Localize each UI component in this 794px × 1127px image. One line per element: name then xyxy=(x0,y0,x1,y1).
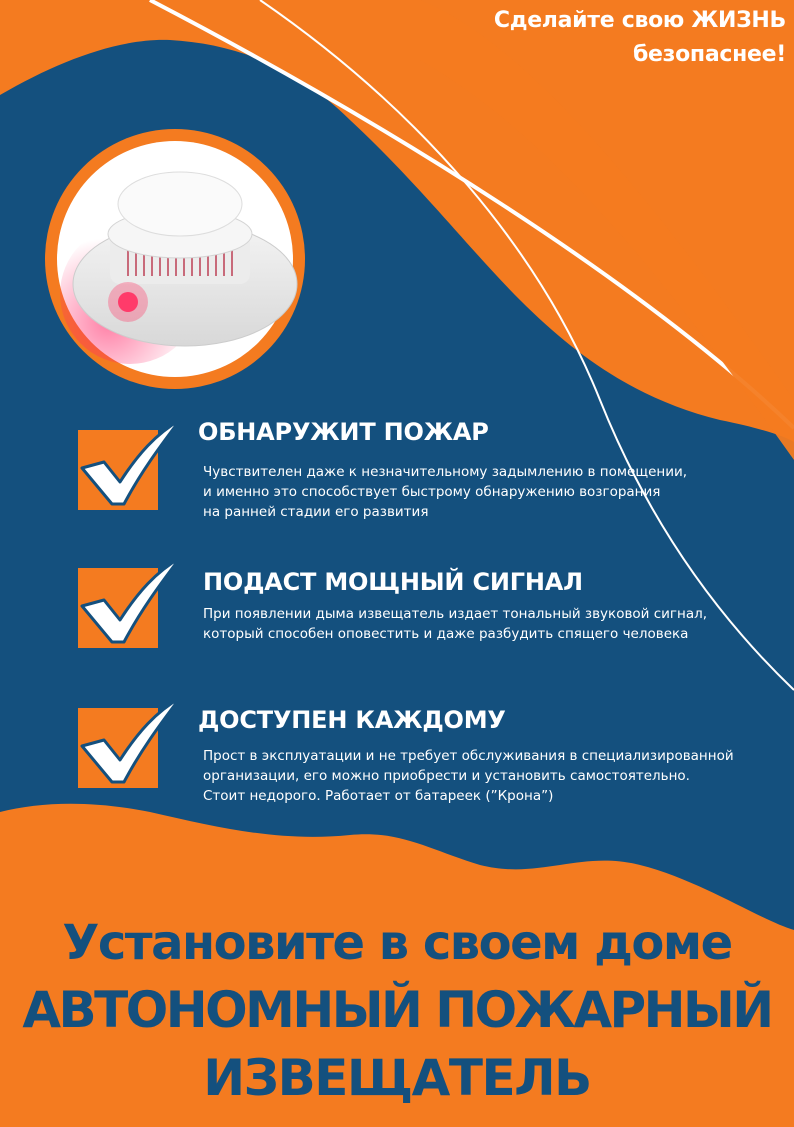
feature-description xyxy=(203,746,763,806)
feature-line: на ранней стадии его развития xyxy=(203,504,429,520)
checkmark-icon xyxy=(72,556,184,652)
feature-line: организации, его можно приобрести и установить самостоятельно. xyxy=(203,768,690,784)
feature-line: При появлении дыма извещатель издает тональный звуковой сигнал, xyxy=(203,606,708,622)
feature-title: ОБНАРУЖИТ ПОЖАР xyxy=(198,418,489,446)
headline xyxy=(0,910,794,1112)
headline-line-3: ИЗВЕЩАТЕЛЬ xyxy=(203,1049,591,1107)
feature-line: Стоит недорого. Работает от батареек (”Крона”) xyxy=(203,788,554,804)
headline-line-1: Установите в своем доме xyxy=(62,915,732,971)
smoke-detector-image xyxy=(40,124,310,394)
checkmark-icon xyxy=(72,418,184,514)
feature-loud-signal xyxy=(72,556,762,656)
feature-affordable xyxy=(72,696,762,806)
headline-line-2: АВТОНОМНЫЙ ПОЖАРНЫЙ xyxy=(22,981,772,1039)
feature-fire-detection xyxy=(72,418,762,528)
tagline-line-1: Сделайте свою ЖИЗНЬ xyxy=(493,8,786,33)
feature-line: Прост в эксплуатации и не требует обслуживания в специализированной xyxy=(203,748,734,764)
feature-title: ПОДАСТ МОЩНЫЙ СИГНАЛ xyxy=(203,568,583,596)
checkmark-icon xyxy=(72,696,184,792)
feature-description xyxy=(203,604,763,644)
feature-line: который способен оповестить и даже разбудить спящего человека xyxy=(203,626,689,642)
feature-line: Чувствителен даже к незначительному задымлению в помещении, xyxy=(203,464,688,480)
feature-description xyxy=(203,462,763,522)
tagline-line-2: безопаснее! xyxy=(632,42,786,67)
feature-title: ДОСТУПЕН КАЖДОМУ xyxy=(198,706,506,734)
tagline xyxy=(366,4,786,72)
feature-line: и именно это способствует быстрому обнаружению возгорания xyxy=(203,484,661,500)
